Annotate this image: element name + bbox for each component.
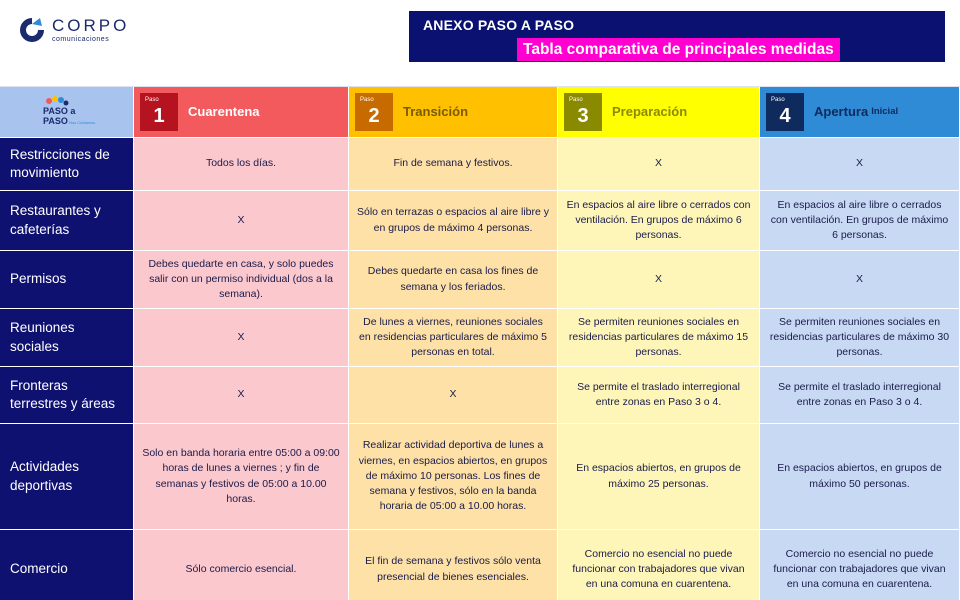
logo-line-1: PASO a — [42, 106, 75, 116]
table-cell: Se permiten reuniones sociales en residencias particulares de máximo 30 personas. — [760, 309, 960, 367]
header-banner — [409, 11, 945, 62]
row-label: Restaurantes y cafeterías — [0, 191, 134, 251]
table-cell: Se permite el traslado interregional entre zonas en Paso 3 o 4. — [760, 367, 960, 424]
table-cell: Comercio no esencial no puede funcionar con trabajadores que vivan en una comuna en cuarentena. — [760, 530, 960, 600]
phase-header-4 — [760, 87, 960, 138]
table-cell: Debes quedarte en casa, y solo puedes salir con un permiso individual (dos a la semana). — [134, 251, 349, 309]
table-cell: En espacios al aire libre o cerrados con ventilación. En grupos de máximo 6 personas. — [558, 191, 760, 251]
table-cell: X — [134, 367, 349, 424]
table-cell: Se permiten reuniones sociales en residencias particulares de máximo 15 personas. — [558, 309, 760, 367]
page-title: ANEXO PASO A PASO — [423, 17, 575, 33]
phase-header-2 — [349, 87, 558, 138]
badge-paso-label: Paso — [360, 97, 374, 103]
logo-line-2: PASO — [42, 116, 68, 126]
row-label: Comercio — [0, 530, 134, 600]
row-label: Actividades deportivas — [0, 424, 134, 530]
badge-number: 4 — [779, 104, 791, 127]
table-cell: X — [760, 138, 960, 191]
table-cell: Se permite el traslado interregional entre zonas en Paso 3 o 4. — [558, 367, 760, 424]
table-cell: Comercio no esencial no puede funcionar con trabajadores que vivan en una comuna en cuarentena. — [558, 530, 760, 600]
table-cell: En espacios al aire libre o cerrados con ventilación. En grupos de máximo 6 personas. — [760, 191, 960, 251]
corpo-logo — [18, 14, 129, 46]
badge-number: 2 — [368, 104, 380, 127]
row-label: Fronteras terrestres y áreas — [0, 367, 134, 424]
corpo-logo-icon — [18, 16, 46, 44]
phase-name: Transición — [403, 103, 469, 119]
table-cell: Todos los días. — [134, 138, 349, 191]
page-subtitle: Tabla comparativa de principales medidas — [517, 38, 840, 61]
table-cell: En espacios abiertos, en grupos de máximo 25 personas. — [558, 424, 760, 530]
row-label: Restricciones de movimiento — [0, 138, 134, 191]
phase-name: Preparación — [612, 103, 688, 119]
table-cell: X — [134, 309, 349, 367]
table-cell: Fin de semana y festivos. — [349, 138, 558, 191]
table-cell: Debes quedarte en casa los fines de semana y los feriados. — [349, 251, 558, 309]
phase-badge-3 — [564, 93, 602, 131]
table-cell: X — [558, 138, 760, 191]
table-cell: En espacios abiertos, en grupos de máximo 50 personas. — [760, 424, 960, 530]
table-cell: Realizar actividad deportiva de lunes a viernes, en espacios abiertos, en grupos de máximo 10 personas. Los fines de semana y festivos, sólo en la banda horaria de 05:00 a 10.00 horas. — [349, 424, 558, 530]
phase-badge-1 — [140, 93, 178, 131]
comparison-table — [0, 86, 960, 600]
table-cell: De lunes a viernes, reuniones sociales en residencias particulares de máximo 5 personas en total. — [349, 309, 558, 367]
row-label: Permisos — [0, 251, 134, 309]
phase-name: Apertura — [814, 103, 869, 119]
phase-header-1 — [134, 87, 349, 138]
table-cell: Sólo comercio esencial. — [134, 530, 349, 600]
table-cell: Solo en banda horaria entre 05:00 a 09:00 horas de lunes a viernes ; y fin de semanas y festivos de 05:00 a 10.00 horas. — [134, 424, 349, 530]
table-cell: Sólo en terrazas o espacios al aire libre y en grupos de máximo 4 personas. — [349, 191, 558, 251]
badge-paso-label: Paso — [145, 97, 159, 103]
row-label: Reuniones sociales — [0, 309, 134, 367]
paso-a-paso-logo — [0, 87, 134, 138]
badge-paso-label: Paso — [771, 97, 785, 103]
table-cell: X — [134, 191, 349, 251]
logo-tag: Nos Cuidamos — [68, 120, 95, 125]
phase-badge-2 — [355, 93, 393, 131]
phase-name-extra: Inicial — [871, 106, 899, 118]
table-cell: X — [558, 251, 760, 309]
badge-number: 1 — [153, 104, 165, 127]
table-cell: El fin de semana y festivos sólo venta presencial de bienes esenciales. — [349, 530, 558, 600]
phase-badge-4 — [766, 93, 804, 131]
phase-header-3 — [558, 87, 760, 138]
badge-number: 3 — [577, 104, 589, 127]
logo-name: CORPO — [52, 16, 130, 35]
badge-paso-label: Paso — [569, 97, 583, 103]
table-cell: X — [349, 367, 558, 424]
phase-name: Cuarentena — [188, 103, 260, 119]
logo-subtitle: comunicaciones — [52, 36, 110, 43]
table-cell: X — [760, 251, 960, 309]
